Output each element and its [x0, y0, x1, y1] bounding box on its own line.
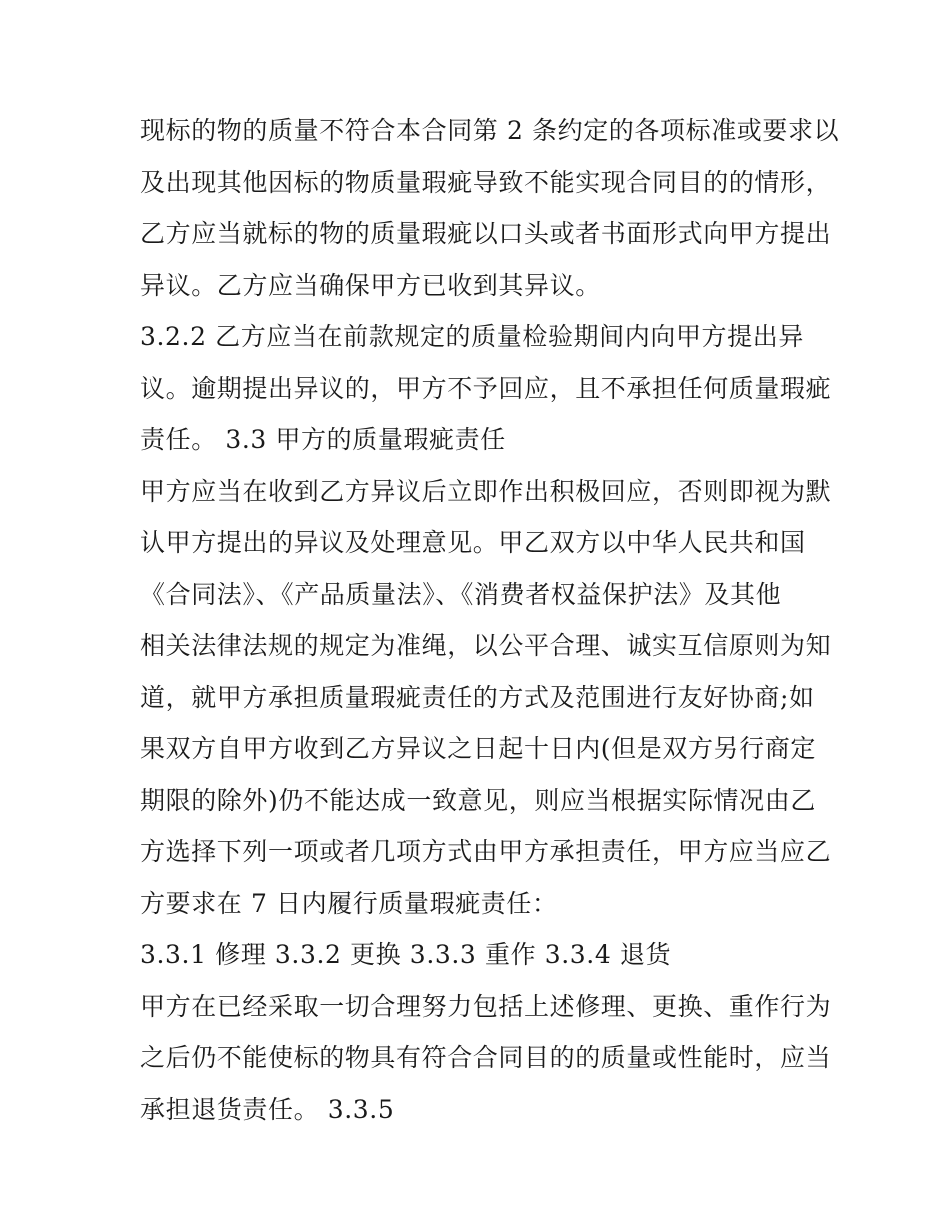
text-line: 现标的物的质量不符合本合同第 2 条约定的各项标准或要求以 [140, 116, 840, 145]
text-line: 道，就甲方承担质量瑕疵责任的方式及范围进行友好协商;如 [140, 682, 815, 712]
text-line: 及出现其他因标的物质量瑕疵导致不能实现合同目的的情形， [140, 167, 832, 197]
text-line: 认甲方提出的异议及处理意见。甲乙双方以中华人民共和国 [140, 528, 806, 557]
text-line: 甲方应当在收到乙方异议后立即作出积极回应，否则即视为默 [140, 476, 832, 506]
document-body [140, 108, 840, 1138]
text-line: 异议。乙方应当确保甲方已收到其异议。 [140, 270, 601, 300]
text-line: 乙方应当就标的物的质量瑕疵以口头或者书面形式向甲方提出 [140, 219, 832, 248]
text-line: 3.3.1 修理 3.3.2 更换 3.3.3 重作 3.3.4 退货 [140, 940, 672, 969]
text-line: 《合同法》、《产品质量法》、《消费者权益保护法》及其他 [140, 579, 782, 609]
text-line: 之后仍不能使标的物具有符合合同目的的质量或性能时，应当 [140, 1043, 832, 1072]
text-line: 责任。 3.3 甲方的质量瑕疵责任 [140, 425, 506, 454]
text-line: 果双方自甲方收到乙方异议之日起十日内(但是双方另行商定 [140, 734, 816, 763]
text-line: 议。逾期提出异议的，甲方不予回应，且不承担任何质量瑕疵 [140, 373, 832, 403]
text-line: 方选择下列一项或者几项方式由甲方承担责任，甲方应当应乙 [140, 837, 832, 866]
text-line: 期限的除外)仍不能达成一致意见，则应当根据实际情况由乙 [140, 785, 816, 815]
text-line: 相关法律法规的规定为准绳，以公平合理、诚实互信原则为知 [140, 631, 832, 660]
text-line: 方要求在 7 日内履行质量瑕疵责任： [140, 888, 558, 918]
text-line: 3.2.2 乙方应当在前款规定的质量检验期间内向甲方提出异 [140, 322, 804, 351]
text-line: 甲方在已经采取一切合理努力包括上述修理、更换、重作行为 [140, 991, 832, 1021]
text-line: 承担退货责任。 3.3.5 [140, 1094, 395, 1124]
